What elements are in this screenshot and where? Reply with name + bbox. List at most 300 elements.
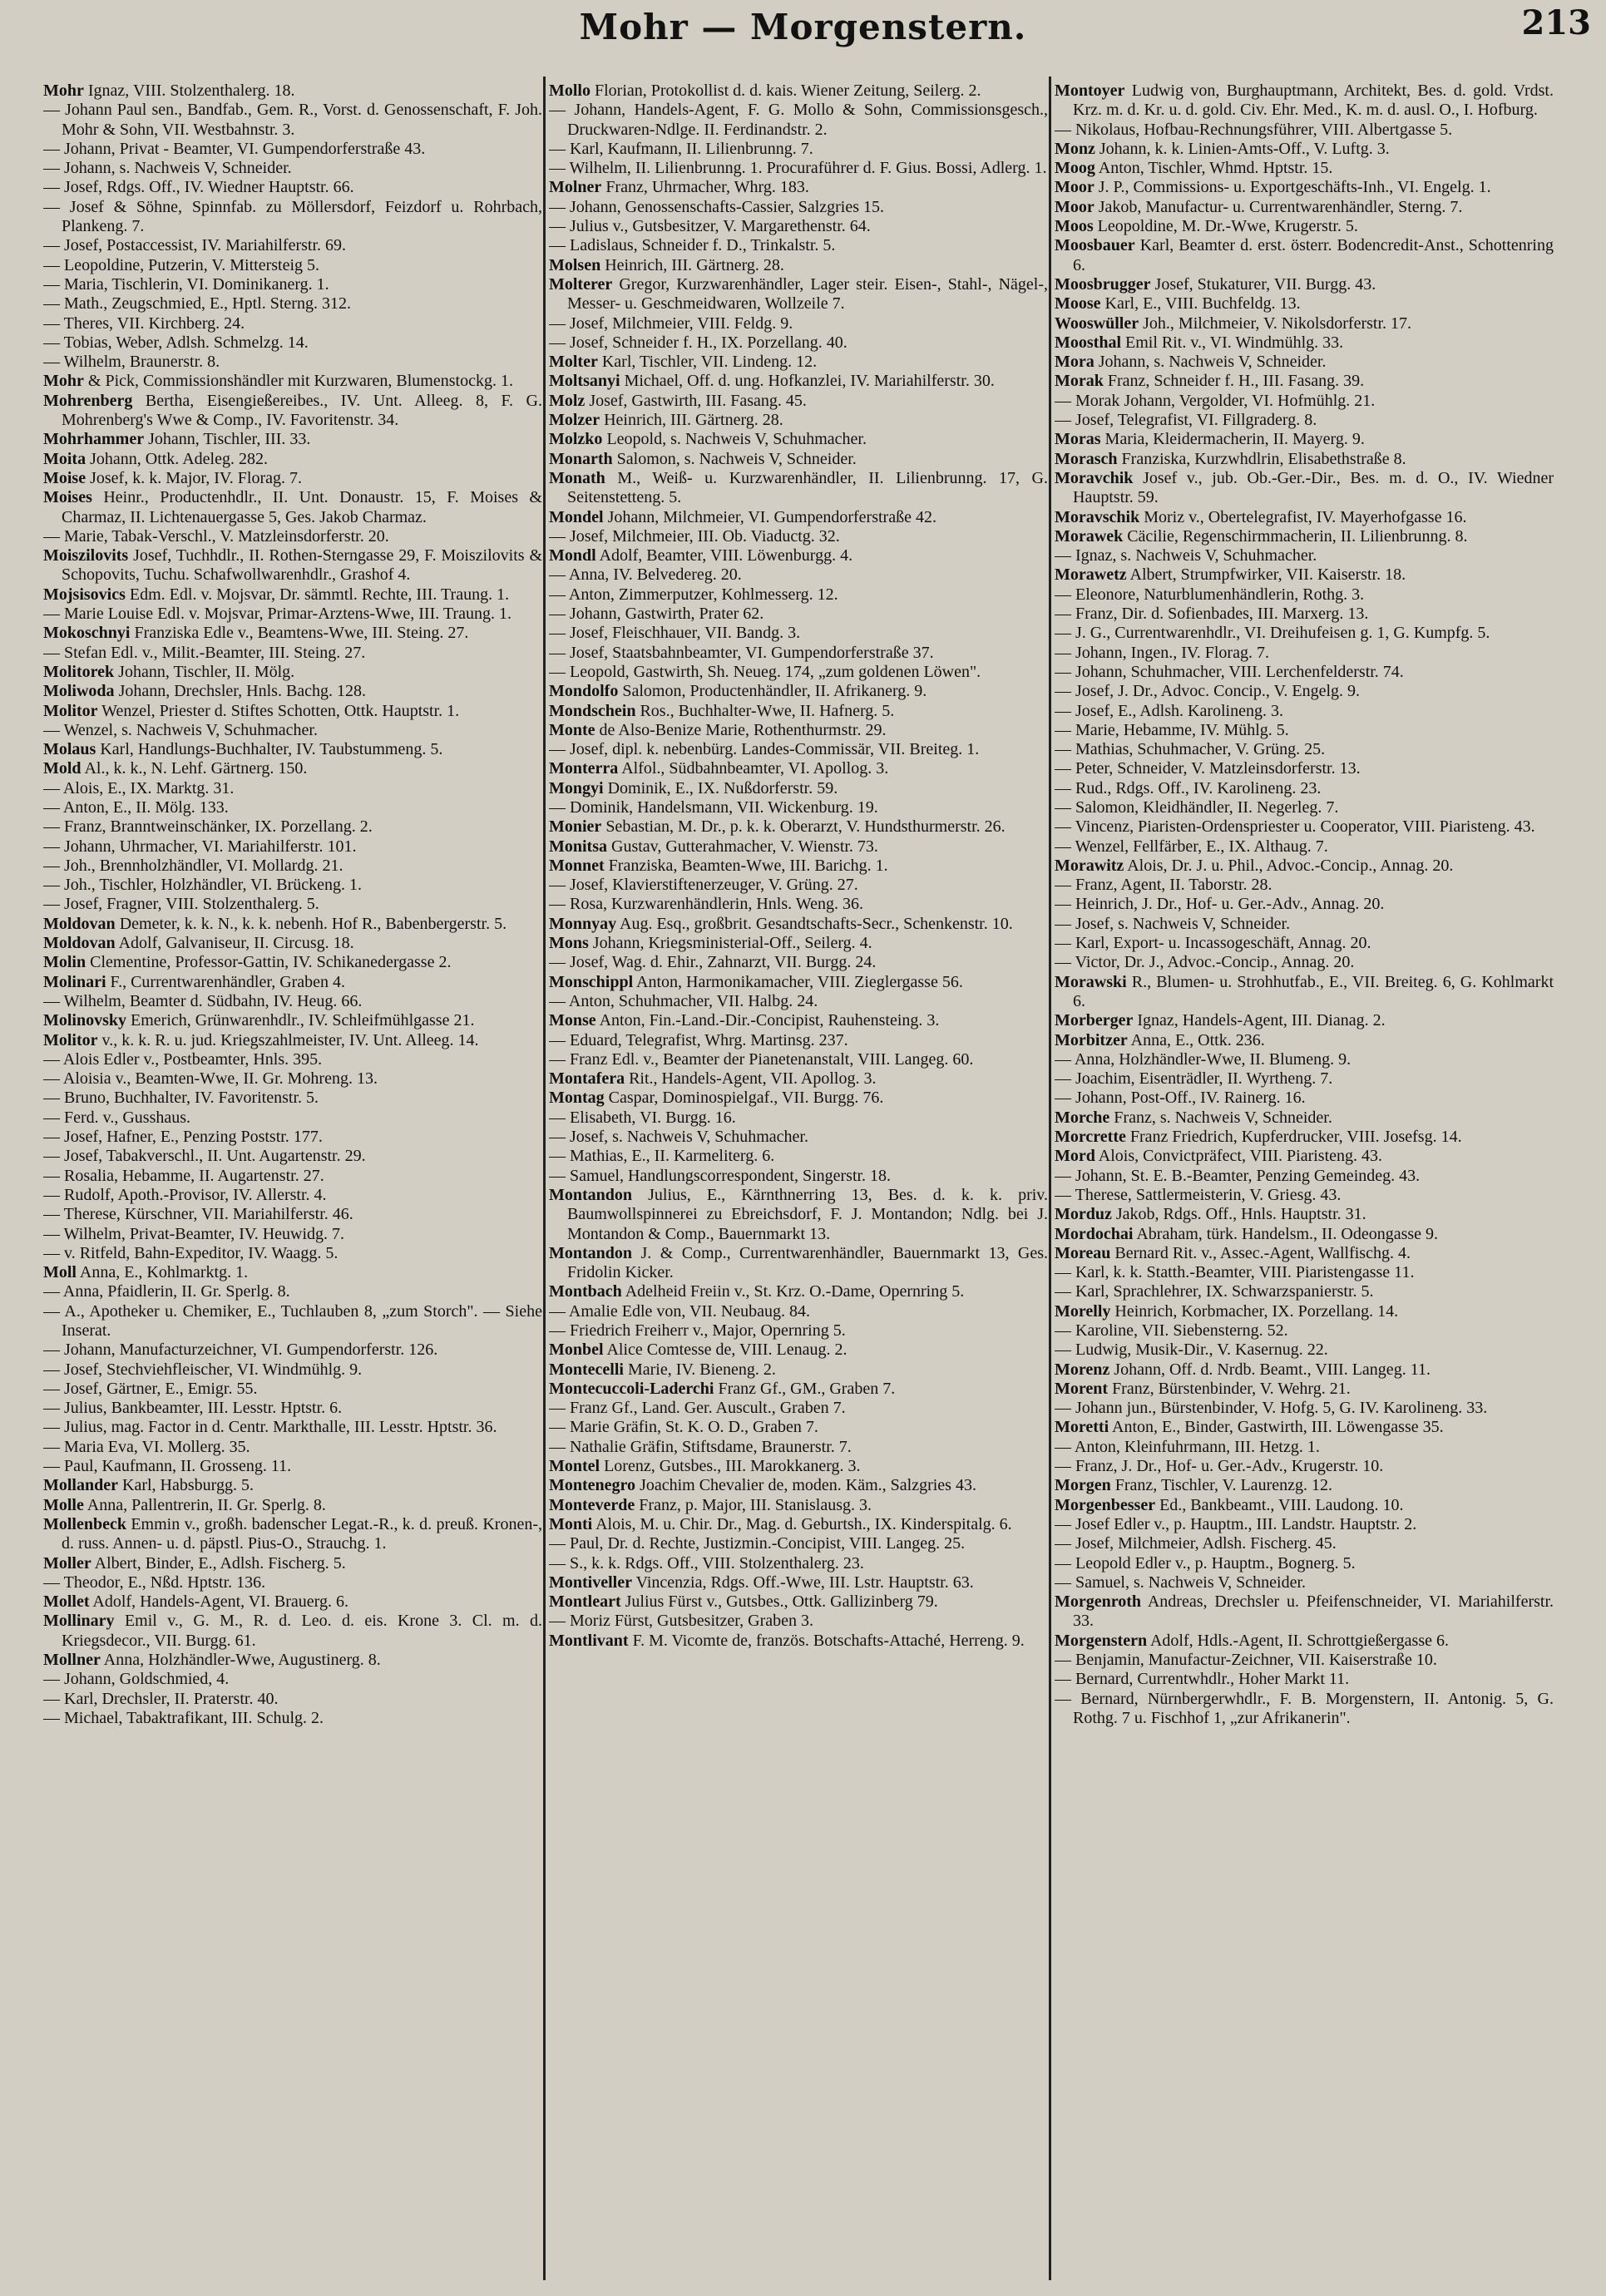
directory-entry: Mord Alois, Convictpräfect, VIII. Piaristeng. 43. — [1055, 1147, 1383, 1166]
directory-entry: — Marie, Hebamme, IV. Mühlg. 5. — [1055, 720, 1289, 739]
entry-list — [43, 81, 542, 1728]
directory-entry: — Julius v., Gutsbesitzer, V. Margarethenstr. 64. — [549, 217, 871, 236]
directory-entry: Morelly Heinrich, Korbmacher, IX. Porzellang. 14. — [1055, 1301, 1399, 1321]
directory-entry: — Johann jun., Bürstenbinder, V. Hofg. 5, G. IV. Karolineng. 33. — [1055, 1399, 1488, 1418]
directory-entry: Moita Johann, Ottk. Adeleg. 282. — [43, 449, 268, 468]
directory-entry: Molner Franz, Uhrmacher, Whrg. 183. — [549, 178, 809, 197]
entry-surname: Morgenstern — [1055, 1631, 1148, 1650]
entry-surname: Morgenroth — [1055, 1592, 1142, 1612]
entry-surname: Moog — [1055, 159, 1095, 178]
entry-surname: Monarth — [549, 449, 613, 468]
entry-surname: Molitor — [43, 1030, 98, 1049]
entry-surname: Montecuccoli-Laderchi — [549, 1379, 714, 1398]
directory-entry: Morasch Franziska, Kurzwhdlrin, Elisabethstraße 8. — [1055, 449, 1406, 468]
entry-surname: Molitorek — [43, 662, 115, 681]
directory-entry: Moliwoda Johann, Drechsler, Hnls. Bachg. 128. — [43, 682, 367, 701]
directory-entry: — Marie, Tabak-Verschl., V. Matzleinsdorferstr. 20. — [43, 526, 389, 546]
directory-entry: — Josef, Wag. d. Ehir., Zahnarzt, VII. Burgg. 24. — [549, 953, 877, 972]
directory-entry: Moose Karl, E., VIII. Buchfeldg. 13. — [1055, 294, 1301, 314]
entry-list — [1055, 81, 1554, 1728]
entry-surname: Moravschik — [1055, 507, 1140, 526]
directory-entry: Mondschein Ros., Buchhalter-Wwe, II. Hafnerg. 5. — [549, 701, 895, 720]
directory-entry: — Johann Paul sen., Bandfab., Gem. R., Vorst. d. Genossenschaft, F. Joh. Mohr & Sohn, VII. Westbahnstr. 3. — [43, 101, 542, 139]
directory-entry: Mollinary Emil v., G. M., R. d. Leo. d. eis. Krone 3. Cl. m. d. Kriegsdecor., VII. Burgg. 61. — [43, 1612, 542, 1650]
directory-entry: Molzer Heinrich, III. Gärtnerg. 28. — [549, 411, 783, 430]
directory-entry: Molterer Gregor, Kurzwarenhändler, Lager steir. Eisen-, Stahl-, Nägel-, Messer- u. Geschmeidwaren, Wollzeile 7. — [549, 274, 1048, 314]
directory-entry: Morche Franz, s. Nachweis V, Schneider. — [1055, 1108, 1332, 1127]
directory-entry: — Eleonore, Naturblumenhändlerin, Rothg. 3. — [1055, 585, 1365, 604]
directory-entry: Morawitz Alois, Dr. J. u. Phil., Advoc.-Concip., Annag. 20. — [1055, 856, 1454, 875]
directory-entry: — Math., Zeugschmied, E., Hptl. Sterng. 312. — [43, 294, 351, 314]
entry-surname: Moras — [1055, 430, 1101, 449]
directory-entry: — Bernard, Nürnbergerwhdlr., F. B. Morgenstern, II. Antonig. 5, G. Rothg. 7 u. Fischhof 1, „zur Afrikanerin". — [1055, 1689, 1554, 1727]
directory-entry: Wooswüller Joh., Milchmeier, V. Nikolsdorferstr. 17. — [1055, 314, 1412, 333]
directory-entry: — Maria, Tischlerin, VI. Dominikanerg. 1. — [43, 274, 329, 294]
directory-entry: — Franz, Dir. d. Sofienbades, III. Marxerg. 13. — [1055, 605, 1369, 624]
directory-entry: Molitorek Johann, Tischler, II. Mölg. — [43, 662, 295, 681]
directory-entry: Mohr & Pick, Commissionshändler mit Kurzwaren, Blumenstockg. 1. — [43, 372, 513, 391]
directory-entry: Monarth Salomon, s. Nachweis V, Schneider. — [549, 449, 857, 468]
running-head: Mohr — Morgenstern. — [579, 7, 1027, 47]
directory-entry: Morgenroth Andreas, Drechsler u. Pfeifenschneider, VI. Mariahilferstr. 33. — [1055, 1592, 1554, 1631]
directory-entry: — Leopoldine, Putzerin, V. Mittersteig 5. — [43, 255, 320, 274]
entry-surname: Monnyay — [549, 914, 617, 933]
entry-surname: Monnet — [549, 856, 605, 875]
directory-entry: — Therese, Kürschner, VII. Mariahilferstr. 46. — [43, 1205, 353, 1224]
directory-entry: — Josef, Postaccessist, IV. Mariahilferstr. 69. — [43, 236, 347, 255]
entry-surname: Montecelli — [549, 1360, 624, 1379]
directory-entry: — Karl, Drechsler, II. Praterstr. 40. — [43, 1689, 279, 1708]
entry-surname: Moise — [43, 468, 86, 487]
directory-entry: Moravschik Moriz v., Obertelegrafist, IV. Mayerhofgasse 16. — [1055, 507, 1467, 526]
directory-entry: — Josef, Staatsbahnbeamter, VI. Gumpendorferstraße 37. — [549, 643, 934, 662]
directory-entry: Moretti Anton, E., Binder, Gastwirth, III. Löwengasse 35. — [1055, 1418, 1444, 1437]
entry-surname: Montoyer — [1055, 81, 1125, 100]
directory-entry: — Johann, Post-Off., IV. Rainerg. 16. — [1055, 1089, 1306, 1108]
directory-entry: — Ferd. v., Gusshaus. — [43, 1108, 191, 1127]
entry-surname: Mollo — [549, 81, 591, 100]
entry-surname: Monte — [549, 720, 595, 739]
entry-surname: Molterer — [549, 274, 613, 294]
entry-surname: Morbitzer — [1055, 1030, 1128, 1049]
directory-entry: Montecuccoli-Laderchi Franz Gf., GM., Graben 7. — [549, 1379, 896, 1398]
entry-surname: Molter — [549, 353, 598, 372]
directory-entry: — Johann, Manufacturzeichner, VI. Gumpendorferstr. 126. — [43, 1341, 438, 1360]
entry-list — [549, 81, 1048, 1651]
directory-entry: Mondel Johann, Milchmeier, VI. Gumpendorferstraße 42. — [549, 507, 936, 526]
directory-entry: — Marie Gräfin, St. K. O. D., Graben 7. — [549, 1418, 818, 1437]
directory-entry: Morgenbesser Ed., Bankbeamt., VIII. Laudong. 10. — [1055, 1495, 1404, 1514]
directory-entry: — Victor, Dr. J., Advoc.-Concip., Annag. 20. — [1055, 953, 1355, 972]
entry-surname: Montenegro — [549, 1476, 636, 1495]
entry-surname: Monse — [549, 1011, 596, 1030]
entry-surname: Montleart — [549, 1592, 621, 1612]
directory-entry: — Johann, St. E. B.-Beamter, Penzing Gemeindeg. 43. — [1055, 1166, 1421, 1185]
entry-surname: Monbel — [549, 1341, 604, 1360]
entry-surname: Moose — [1055, 294, 1101, 314]
directory-entry: Mohr Ignaz, VIII. Stolzenthalerg. 18. — [43, 81, 295, 100]
directory-entry: Moldovan Adolf, Galvaniseur, II. Circusg. 18. — [43, 934, 354, 953]
entry-surname: Molz — [549, 391, 586, 410]
directory-entry: Mondl Adolf, Beamter, VIII. Löwenburgg. 4. — [549, 546, 853, 565]
directory-entry: Moltsanyi Michael, Off. d. ung. Hofkanzlei, IV. Mariahilferstr. 30. — [549, 372, 995, 391]
directory-entry: — Franz, J. Dr., Hof- u. Ger.-Adv., Krugerstr. 10. — [1055, 1457, 1384, 1476]
directory-entry: Morawetz Albert, Strumpfwirker, VII. Kaiserstr. 18. — [1055, 565, 1406, 585]
directory-entry: Morawski R., Blumen- u. Strohhutfab., E., VII. Breiteg. 6, G. Kohlmarkt 6. — [1055, 972, 1554, 1010]
directory-entry: Morcrette Franz Friedrich, Kupferdrucker, VIII. Josefsg. 14. — [1055, 1128, 1462, 1147]
directory-entry: Mordochai Abraham, türk. Handelsm., II. Odeongasse 9. — [1055, 1224, 1439, 1243]
directory-entry: — Anna, IV. Belvedereg. 20. — [549, 565, 742, 585]
entry-surname: Mohrenberg — [43, 391, 133, 410]
directory-entry: — Josef, Stechviehfleischer, VI. Windmühlg. 9. — [43, 1360, 363, 1379]
directory-entry: — Karoline, VII. Siebensterng. 52. — [1055, 1321, 1288, 1340]
directory-entry: — Josef, Milchmeier, VIII. Feldg. 9. — [549, 314, 793, 333]
entry-surname: Morak — [1055, 372, 1104, 391]
directory-entry: — Franz, Branntweinschänker, IX. Porzellang. 2. — [43, 817, 373, 837]
directory-column-3 — [1055, 81, 1554, 2277]
directory-entry: — Johann, Genossenschafts-Cassier, Salzgries 15. — [549, 197, 885, 216]
entry-surname: Mollet — [43, 1592, 90, 1612]
directory-entry: — Josef, Telegrafist, VI. Fillgraderg. 8. — [1055, 411, 1317, 430]
directory-entry: — Josef, Fragner, VIII. Stolzenthalerg. 5. — [43, 895, 319, 914]
directory-entry: — Johann, Schuhmacher, VIII. Lerchenfelderstr. 74. — [1055, 662, 1404, 681]
directory-entry: Mohrhammer Johann, Tischler, III. 33. — [43, 430, 311, 449]
directory-entry: — Josef, Klavierstiftenerzeuger, V. Grüng. 27. — [549, 876, 858, 895]
directory-entry: — Johann, s. Nachweis V, Schneider. — [43, 159, 292, 178]
entry-surname: Mollinary — [43, 1612, 115, 1631]
entry-surname: Morent — [1055, 1379, 1109, 1398]
directory-entry: Morak Franz, Schneider f. H., III. Fasang. 39. — [1055, 372, 1365, 391]
entry-surname: Molitor — [43, 701, 98, 720]
entry-surname: Monschippl — [549, 972, 634, 991]
directory-entry: Molitor v., k. k. R. u. jud. Kriegszahlmeister, IV. Unt. Alleeg. 14. — [43, 1030, 479, 1049]
directory-entry: — Aloisia v., Beamten-Wwe, II. Gr. Mohreng. 13. — [43, 1069, 378, 1089]
directory-entry: — Josef, J. Dr., Advoc. Concip., V. Engelg. 9. — [1055, 682, 1361, 701]
directory-entry: — Josef, s. Nachweis V, Schneider. — [1055, 914, 1291, 933]
entry-surname: Moosthal — [1055, 333, 1121, 352]
directory-entry: Moosbrugger Josef, Stukaturer, VII. Burgg. 43. — [1055, 274, 1376, 294]
entry-surname: Mokoschnyi — [43, 624, 131, 643]
directory-entry: Moreau Bernard Rit. v., Assec.-Agent, Wallfischg. 4. — [1055, 1243, 1411, 1262]
directory-entry: — Ignaz, s. Nachweis V, Schuhmacher. — [1055, 546, 1317, 565]
entry-surname: Moor — [1055, 197, 1095, 216]
directory-entry: Molinari F., Currentwarenhändler, Graben 4. — [43, 972, 346, 991]
entry-surname: Monterra — [549, 759, 619, 778]
directory-entry: Montel Lorenz, Gutsbes., III. Marokkanerg. 3. — [549, 1457, 861, 1476]
directory-entry: — Anton, Kleinfuhrmann, III. Hetzg. 1. — [1055, 1437, 1320, 1456]
directory-entry: — Josef, Milchmeier, III. Ob. Viaductg. 32. — [549, 526, 840, 546]
directory-entry: — Salomon, Kleidhändler, II. Negerleg. 7. — [1055, 797, 1339, 817]
directory-entry: — Karl, k. k. Statth.-Beamter, VIII. Piaristengasse 11. — [1055, 1263, 1415, 1282]
entry-surname: Molinovsky — [43, 1011, 127, 1030]
entry-surname: Moravchik — [1055, 468, 1134, 487]
entry-surname: Wooswüller — [1055, 314, 1139, 333]
directory-entry: — Joh., Tischler, Holzhändler, VI. Brückeng. 1. — [43, 876, 362, 895]
directory-entry: — Marie Louise Edl. v. Mojsvar, Primar-Arztens-Wwe, III. Traung. 1. — [43, 605, 511, 624]
directory-entry: Moras Maria, Kleidermacherin, II. Mayerg. 9. — [1055, 430, 1365, 449]
directory-entry: Molin Clementine, Professor-Gattin, IV. Schikanedergasse 2. — [43, 953, 452, 972]
directory-entry: — Josef, E., Adlsh. Karolineng. 3. — [1055, 701, 1283, 720]
directory-entry: Montag Caspar, Dominospielgaf., VII. Burgg. 76. — [549, 1089, 884, 1108]
directory-entry: — Eduard, Telegrafist, Whrg. Martinsg. 237. — [549, 1030, 848, 1049]
directory-entry: — Wilhelm, II. Lilienbrunng. 1. Procuraführer d. F. Gius. Bossi, Adlerg. 1. — [549, 159, 1047, 178]
directory-entry: — Anna, Pfaidlerin, II. Gr. Sperlg. 8. — [43, 1282, 290, 1301]
directory-entry: — Johann, Ingen., IV. Florag. 7. — [1055, 643, 1269, 662]
directory-entry: Montbach Adelheid Freiin v., St. Krz. O.-Dame, Opernring 5. — [549, 1282, 965, 1301]
directory-entry: — Josef & Söhne, Spinnfab. zu Möllersdorf, Feizdorf u. Rohrbach, Plankeng. 7. — [43, 197, 542, 236]
directory-entry: — Johann, Goldschmied, 4. — [43, 1670, 230, 1689]
directory-entry: Monitsa Gustav, Gutterahmacher, V. Wienstr. 73. — [549, 837, 878, 856]
entry-surname: Morawitz — [1055, 856, 1124, 875]
entry-surname: Moller — [43, 1553, 91, 1573]
directory-entry: Mollenbeck Emmin v., großh. badenscher Legat.-R., k. d. preuß. Kronen-, d. russ. Annen- u. d. päpstl. Pius-O., Strauchg. 1. — [43, 1514, 542, 1553]
directory-entry: — Leopold Edler v., p. Hauptm., Bognerg. 5. — [1055, 1553, 1356, 1573]
directory-entry: — Josef, s. Nachweis V, Schuhmacher. — [549, 1128, 808, 1147]
directory-entry: Monte de Also-Benize Marie, Rothenthurmstr. 29. — [549, 720, 887, 739]
directory-entry: — Morak Johann, Vergolder, VI. Hofmühlg. 21. — [1055, 391, 1376, 410]
directory-entry: — Leopold, Gastwirth, Sh. Neueg. 174, „zum goldenen Löwen". — [549, 662, 981, 681]
directory-entry: — S., k. k. Rdgs. Off., VIII. Stolzenthalerg. 23. — [549, 1553, 864, 1573]
directory-entry: Monti Alois, M. u. Chir. Dr., Mag. d. Geburtsh., IX. Kinderspitalg. 6. — [549, 1514, 1012, 1533]
directory-entry: Montleart Julius Fürst v., Gutsbes., Ottk. Gallizinberg 79. — [549, 1592, 938, 1612]
directory-entry: Montandon J. & Comp., Currentwarenhändler, Bauernmarkt 13, Ges. Fridolin Kicker. — [549, 1243, 1048, 1282]
entry-surname: Morawski — [1055, 972, 1127, 991]
directory-entry: — Alois Edler v., Postbeamter, Hnls. 395. — [43, 1049, 323, 1069]
directory-entry: Monbel Alice Comtesse de, VIII. Lenaug. 2. — [549, 1341, 847, 1360]
directory-entry: Moise Josef, k. k. Major, IV. Florag. 7. — [43, 468, 303, 487]
directory-entry: — Ludwig, Musik-Dir., V. Kasernug. 22. — [1055, 1341, 1328, 1360]
entry-surname: Mondl — [549, 546, 596, 565]
entry-surname: Moltsanyi — [549, 372, 620, 391]
directory-entry: — Friedrich Freiherr v., Major, Opernring 5. — [549, 1321, 846, 1340]
entry-surname: Monteverde — [549, 1495, 635, 1514]
entry-surname: Molsen — [549, 255, 601, 274]
directory-entry: Moll Anna, E., Kohlmarktg. 1. — [43, 1263, 249, 1282]
entry-surname: Montag — [549, 1089, 605, 1108]
directory-entry: — Karl, Export- u. Incassogeschäft, Annag. 20. — [1055, 934, 1371, 953]
directory-entry: Molsen Heinrich, III. Gärtnerg. 28. — [549, 255, 784, 274]
entry-surname: Montbach — [549, 1282, 622, 1301]
directory-entry: Morbitzer Anna, E., Ottk. 236. — [1055, 1030, 1265, 1049]
page-header — [0, 0, 1606, 75]
directory-entry: — Stefan Edl. v., Milit.-Beamter, III. Steing. 27. — [43, 643, 366, 662]
directory-entry: — A., Apotheker u. Chemiker, E., Tuchlauben 8, „zum Storch". — Siehe Inserat. — [43, 1301, 542, 1340]
directory-entry: — Therese, Sattlermeisterin, V. Griesg. 43. — [1055, 1185, 1342, 1204]
directory-entry: Molle Anna, Pallentrerin, II. Gr. Sperlg. 8. — [43, 1495, 326, 1514]
directory-entry: Moos Leopoldine, M. Dr.-Wwe, Krugerstr. 5. — [1055, 217, 1358, 236]
entry-surname: Morcrette — [1055, 1128, 1126, 1147]
directory-entry: — Wenzel, s. Nachweis V, Schuhmacher. — [43, 720, 318, 739]
directory-entry: Monschippl Anton, Harmonikamacher, VIII. Zieglergasse 56. — [549, 972, 963, 991]
directory-entry: — Johann, Handels-Agent, F. G. Mollo & Sohn, Commissionsgesch., Druckwaren-Ndlge. II. Ferdinandstr. 2. — [549, 101, 1048, 139]
directory-entry: Monse Anton, Fin.-Land.-Dir.-Concipist, Rauhensteing. 3. — [549, 1011, 940, 1030]
entry-surname: Molner — [549, 178, 602, 197]
directory-entry: Montecelli Marie, IV. Bieneng. 2. — [549, 1360, 776, 1379]
entry-surname: Morgen — [1055, 1476, 1111, 1495]
directory-entry: Mollo Florian, Protokollist d. d. kais. Wiener Zeitung, Seilerg. 2. — [549, 81, 981, 100]
directory-entry: Molzko Leopold, s. Nachweis V, Schuhmacher. — [549, 430, 867, 449]
entry-surname: Morduz — [1055, 1205, 1112, 1224]
directory-entry: — Bernard, Currentwhdlr., Hoher Markt 11. — [1055, 1670, 1350, 1689]
entry-surname: Moosbrugger — [1055, 274, 1151, 294]
entry-surname: Molinari — [43, 972, 106, 991]
entry-surname: Moliwoda — [43, 682, 115, 701]
entry-surname: Moosbauer — [1055, 236, 1135, 255]
directory-entry: — Mathias, Schuhmacher, V. Grüng. 25. — [1055, 740, 1326, 759]
directory-entry: — Amalie Edle von, VII. Neubaug. 84. — [549, 1301, 811, 1321]
directory-entry: Mondolfo Salomon, Productenhändler, II. Afrikanerg. 9. — [549, 682, 927, 701]
directory-entry: Montandon Julius, E., Kärnthnerring 13, Bes. d. k. k. priv. Baumwollspinnerei zu Ebreichsdorf, F. J. Montandon; Ndlg. bei J. Montandon & Comp., Bauernmarkt 13. — [549, 1185, 1048, 1243]
directory-entry: Moldovan Demeter, k. k. N., k. k. nebenh. Hof R., Babenbergerstr. 5. — [43, 914, 507, 933]
directory-entry: Morberger Ignaz, Handels-Agent, III. Dianag. 2. — [1055, 1011, 1386, 1030]
directory-entry: — Johann, Privat - Beamter, VI. Gumpendorferstraße 43. — [43, 139, 426, 158]
entry-surname: Mohr — [43, 81, 84, 100]
directory-entry: Mold Al., k. k., N. Lehf. Gärtnerg. 150. — [43, 759, 308, 778]
directory-entry: Mojsisovics Edm. Edl. v. Mojsvar, Dr. sämmtl. Rechte, III. Traung. 1. — [43, 585, 510, 604]
directory-entry: Montiveller Vincenzia, Rdgs. Off.-Wwe, III. Lstr. Hauptstr. 63. — [549, 1573, 974, 1592]
directory-entry: — Johann, Uhrmacher, VI. Mariahilferstr. 101. — [43, 837, 357, 856]
directory-entry: Moiszilovits Josef, Tuchhdlr., II. Rothen-Sterngasse 29, F. Moiszilovits & Schopovits, Tuchu. Schafwollwarenhdlr., Grashof 4. — [43, 546, 542, 585]
entry-surname: Mondel — [549, 507, 604, 526]
entry-surname: Montandon — [549, 1243, 633, 1262]
directory-entry: — Karl, Sprachlehrer, IX. Schwarzspanierstr. 5. — [1055, 1282, 1374, 1301]
directory-entry: Moor Jakob, Manufactur- u. Currentwarenhändler, Sterng. 7. — [1055, 197, 1463, 216]
entry-surname: Moll — [43, 1263, 77, 1282]
directory-entry: — Franz, Agent, II. Taborstr. 28. — [1055, 876, 1272, 895]
entry-surname: Molzer — [549, 411, 600, 430]
directory-entry: — Franz Edl. v., Beamter der Pianetenanstalt, VIII. Langeg. 60. — [549, 1049, 974, 1069]
directory-entry: — Rosalia, Hebamme, II. Augartenstr. 27. — [43, 1166, 324, 1185]
entry-surname: Morelly — [1055, 1301, 1111, 1321]
directory-entry: Morawek Cäcilie, Regenschirmmacherin, II. Lilienbrunng. 8. — [1055, 526, 1468, 546]
directory-entry: — Ladislaus, Schneider f. D., Trinkalstr. 5. — [549, 236, 836, 255]
directory-entry: Morgenstern Adolf, Hdls.-Agent, II. Schrottgießergasse 6. — [1055, 1631, 1449, 1650]
directory-entry: Mollander Karl, Habsburgg. 5. — [43, 1476, 254, 1495]
entry-surname: Morche — [1055, 1108, 1110, 1127]
directory-entry: — Alois, E., IX. Marktg. 31. — [43, 778, 235, 797]
entry-surname: Montiveller — [549, 1573, 632, 1592]
entry-surname: Morawek — [1055, 526, 1124, 546]
directory-column-1 — [43, 81, 542, 2277]
entry-surname: Mojsisovics — [43, 585, 126, 604]
directory-entry: — Josef, Tabakverschl., II. Unt. Augartenstr. 29. — [43, 1147, 366, 1166]
directory-entry: — Josef, Gärtner, E., Emigr. 55. — [43, 1379, 258, 1398]
entry-surname: Monier — [549, 817, 602, 837]
directory-entry: Morent Franz, Bürstenbinder, V. Wehrg. 21. — [1055, 1379, 1351, 1398]
entry-surname: Mollenbeck — [43, 1514, 126, 1533]
column-divider — [1049, 77, 1051, 2280]
directory-entry: Mora Johann, s. Nachweis V, Schneider. — [1055, 353, 1327, 372]
directory-entry: — Tobias, Weber, Adlsh. Schmelzg. 14. — [43, 333, 309, 352]
directory-entry: Molitor Wenzel, Priester d. Stiftes Schotten, Ottk. Hauptstr. 1. — [43, 701, 460, 720]
directory-entry: Monath M., Weiß- u. Kurzwarenhändler, II. Lilienbrunng. 17, G. Seitenstetteng. 5. — [549, 468, 1048, 507]
page-number: 213 — [1521, 3, 1591, 42]
entry-surname: Montafera — [549, 1069, 625, 1089]
directory-entry: — Samuel, Handlungscorrespondent, Singerstr. 18. — [549, 1166, 892, 1185]
directory-entry: — Benjamin, Manufactur-Zeichner, VII. Kaiserstraße 10. — [1055, 1651, 1437, 1670]
entry-surname: Montel — [549, 1457, 600, 1476]
entry-surname: Mollner — [43, 1651, 101, 1670]
directory-entry: — Michael, Tabaktrafikant, III. Schulg. 2. — [43, 1708, 324, 1727]
directory-entry: — Nikolaus, Hofbau-Rechnungsführer, VIII. Albertgasse 5. — [1055, 120, 1453, 139]
entry-surname: Mollander — [43, 1476, 118, 1495]
directory-entry: — Mathias, E., II. Karmeliterg. 6. — [549, 1147, 775, 1166]
directory-entry: Monterra Alfol., Südbahnbeamter, VI. Apollog. 3. — [549, 759, 889, 778]
entry-surname: Monitsa — [549, 837, 607, 856]
entry-surname: Moor — [1055, 178, 1095, 197]
entry-surname: Moldovan — [43, 914, 116, 933]
directory-entry: — Julius, Bankbeamter, III. Lesstr. Hptstr. 6. — [43, 1399, 343, 1418]
directory-entry: Monnyay Aug. Esq., großbrit. Gesandtschafts-Secr., Schenkenstr. 10. — [549, 914, 1013, 933]
directory-entry: — Julius, mag. Factor in d. Centr. Markthalle, III. Lesstr. Hptstr. 36. — [43, 1418, 497, 1437]
directory-entry: Monier Sebastian, M. Dr., p. k. k. Oberarzt, V. Hundsthurmerstr. 26. — [549, 817, 1006, 837]
directory-entry: Moller Albert, Binder, E., Adlsh. Fischerg. 5. — [43, 1553, 346, 1573]
entry-surname: Mohr — [43, 372, 84, 391]
directory-entry: Moosthal Emil Rit. v., VI. Windmühlg. 33. — [1055, 333, 1344, 352]
entry-surname: Morasch — [1055, 449, 1118, 468]
directory-entry: — Anton, Schuhmacher, VII. Halbg. 24. — [549, 991, 818, 1010]
directory-entry: — Rud., Rdgs. Off., IV. Karolineng. 23. — [1055, 778, 1322, 797]
entry-surname: Morgenbesser — [1055, 1495, 1156, 1514]
directory-entry: — Anton, E., II. Mölg. 133. — [43, 797, 229, 817]
directory-entry: — Johann, Gastwirth, Prater 62. — [549, 605, 764, 624]
directory-entry: Monz Johann, k. k. Linien-Amts-Off., V. Luftg. 3. — [1055, 139, 1390, 158]
directory-entry: Moog Anton, Tischler, Whmd. Hptstr. 15. — [1055, 159, 1333, 178]
directory-entry: — Samuel, s. Nachweis V, Schneider. — [1055, 1573, 1307, 1592]
directory-entry: Morenz Johann, Off. d. Nrdb. Beamt., VIII. Langeg. 11. — [1055, 1360, 1431, 1379]
entry-surname: Molle — [43, 1495, 84, 1514]
entry-surname: Moreau — [1055, 1243, 1111, 1262]
directory-entry: — Theres, VII. Kirchberg. 24. — [43, 314, 245, 333]
directory-entry: Montenegro Joachim Chevalier de, moden. Käm., Salzgries 43. — [549, 1476, 976, 1495]
directory-entry: — Karl, Kaufmann, II. Lilienbrunng. 7. — [549, 139, 813, 158]
entry-surname: Morawetz — [1055, 565, 1127, 585]
directory-entry: — Josef, Fleischhauer, VII. Bandg. 3. — [549, 624, 801, 643]
directory-entry: Montoyer Ludwig von, Burghauptmann, Architekt, Bes. d. gold. Vrdst. Krz. m. d. Kr. u. d. gold. Civ. Ehr. Med., K. m. d. ausl. O., I. Hofburg. — [1055, 81, 1554, 120]
entry-surname: Moos — [1055, 217, 1094, 236]
directory-entry: — Josef, dipl. k. nebenbürg. Landes-Commissär, VII. Breiteg. 1. — [549, 740, 980, 759]
entry-surname: Moiszilovits — [43, 546, 129, 565]
directory-entry: Mongyi Dominik, E., IX. Nußdorferstr. 59. — [549, 778, 838, 797]
directory-entry: — v. Ritfeld, Bahn-Expeditor, IV. Waagg. 5. — [43, 1243, 338, 1262]
entry-surname: Montandon — [549, 1185, 633, 1204]
entry-surname: Mons — [549, 934, 589, 953]
entry-surname: Morberger — [1055, 1011, 1134, 1030]
entry-surname: Mora — [1055, 353, 1095, 372]
entry-surname: Mondolfo — [549, 682, 619, 701]
entry-surname: Monti — [549, 1514, 593, 1533]
entry-surname: Moises — [43, 488, 92, 507]
entry-surname: Molin — [43, 953, 86, 972]
directory-entry: — Wilhelm, Privat-Beamter, IV. Heuwidg. 7. — [43, 1224, 345, 1243]
entry-surname: Moita — [43, 449, 86, 468]
directory-entry: Molaus Karl, Handlungs-Buchhalter, IV. Taubstummeng. 5. — [43, 740, 443, 759]
directory-entry: — Maria Eva, VI. Mollerg. 35. — [43, 1437, 250, 1456]
directory-entry: Molz Josef, Gastwirth, III. Fasang. 45. — [549, 391, 807, 410]
entry-surname: Mord — [1055, 1147, 1095, 1166]
directory-entry: — Franz Gf., Land. Ger. Auscult., Graben 7. — [549, 1399, 846, 1418]
directory-entry: — Wilhelm, Beamter d. Südbahn, IV. Heug. 66. — [43, 991, 363, 1010]
directory-entry: — Paul, Dr. d. Rechte, Justizmin.-Concipist, VIII. Langeg. 25. — [549, 1534, 966, 1553]
directory-entry: Montlivant F. M. Vicomte de, französ. Botschafts-Attaché, Herreng. 9. — [549, 1631, 1025, 1650]
directory-entry: Moravchik Josef v., jub. Ob.-Ger.-Dir., Bes. m. d. O., IV. Wiedner Hauptstr. 59. — [1055, 468, 1554, 507]
directory-entry: — Josef Edler v., p. Hauptm., III. Landstr. Hauptstr. 2. — [1055, 1514, 1417, 1533]
directory-entry: — Elisabeth, VI. Burgg. 16. — [549, 1108, 736, 1127]
entry-surname: Moldovan — [43, 934, 116, 953]
entry-surname: Molaus — [43, 740, 96, 759]
directory-entry: — Wilhelm, Braunerstr. 8. — [43, 353, 220, 372]
directory-entry: — Josef, Milchmeier, Adlsh. Fischerg. 45. — [1055, 1534, 1337, 1553]
